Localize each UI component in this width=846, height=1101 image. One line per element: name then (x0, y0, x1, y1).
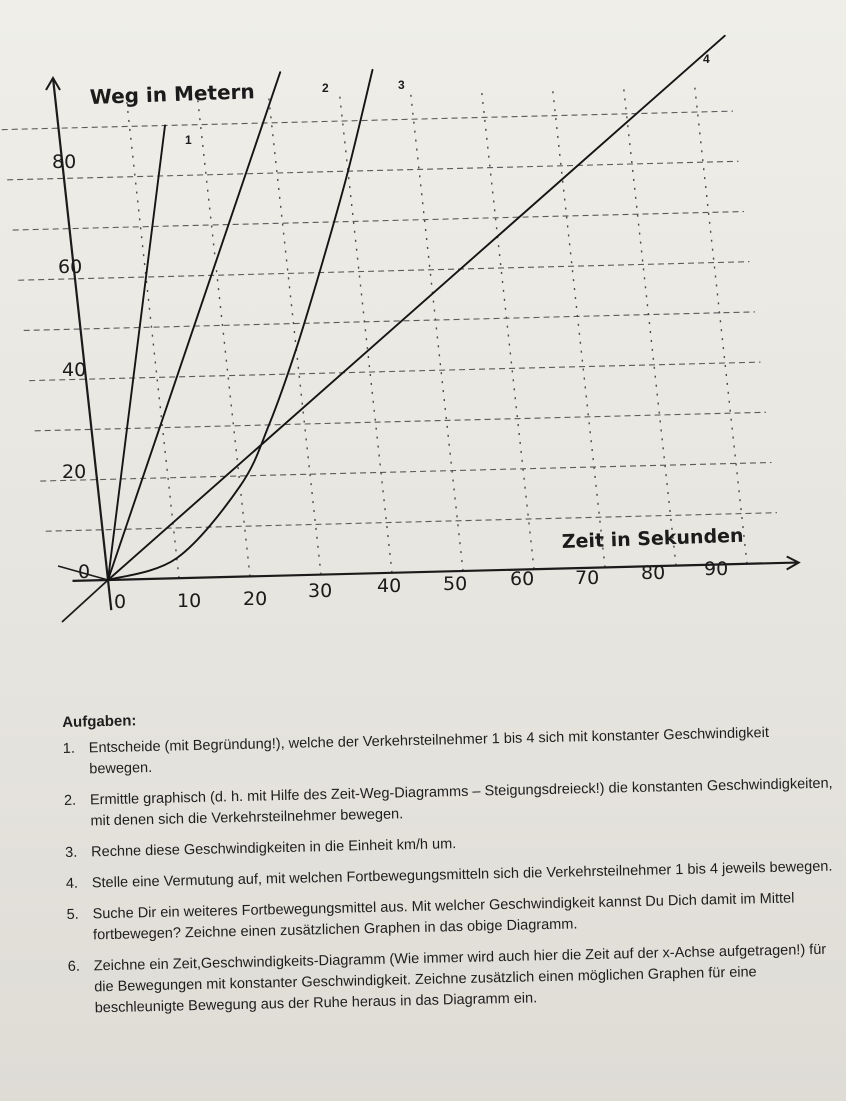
task-number: 1. (62, 740, 76, 757)
series-label: 4 (703, 52, 710, 66)
grid-line-horizontal (24, 312, 755, 331)
y-tick-label: 80 (52, 151, 77, 173)
grid-line-horizontal (35, 412, 766, 431)
task-item (66, 887, 837, 946)
grid-line-horizontal (18, 262, 749, 281)
x-tick-label: 20 (243, 588, 268, 610)
task-item (63, 722, 834, 781)
grid-line-vertical (624, 89, 676, 566)
task-number: 5. (66, 906, 79, 923)
series-label: 2 (322, 81, 329, 95)
task-item (64, 774, 835, 833)
grid-line-vertical (269, 98, 321, 575)
task-text: Zeichne ein Zeit,Geschwindigkeits-Diagramm (Wie immer wird auch hier die Zeit auf der x-Achse aufgetragen!) für die Bewegungen mit konstanter Geschwindigkeit. Zeichne zusätzlich einen möglichen Graphen für eine beschleunigte Bewegung aus der Ruhe heraus in das Diagramm ein. (93, 941, 827, 1017)
x-tick-label: 50 (443, 573, 468, 595)
y-axis-title: Weg in Metern (89, 79, 256, 109)
grid-line-vertical (695, 87, 747, 564)
task-text: Rechne diese Geschwindigkeiten in die Einheit km/h um. (91, 836, 457, 861)
task-list (63, 722, 839, 1020)
axis-tail (62, 580, 108, 622)
graph-lines (108, 36, 725, 580)
x-axis-title: Zeit in Sekunden (561, 524, 744, 553)
task-number: 3. (65, 844, 78, 861)
y-tick-label: 20 (62, 461, 87, 483)
task-number: 4. (65, 875, 79, 892)
grid-line-horizontal (40, 463, 771, 482)
task-text: Stelle eine Vermutung auf, mit welchen Fortbewegungsmitteln sich die Verkehrsteilnehmer 1 bis 4 jeweils bewegen. (91, 858, 833, 892)
grid-line-vertical (411, 94, 463, 571)
series-line-3 (108, 70, 373, 580)
series-line-1 (108, 126, 165, 581)
task-item (68, 939, 839, 1019)
x-tick-label: 10 (177, 590, 202, 612)
task-text: Entscheide (mit Begründung!), welche der Verkehrsteilnehmer 1 bis 4 sich mit konstanter Geschwindigkeit bewegen. (88, 724, 770, 778)
task-section (62, 695, 839, 1030)
series-label: 3 (398, 78, 405, 92)
x-tick-label: 90 (704, 558, 729, 580)
grid-line-horizontal (13, 212, 744, 231)
x-tick-label: 80 (641, 562, 666, 584)
y-tick-label: 40 (62, 359, 87, 381)
x-axis (73, 563, 797, 581)
grid-line-vertical (482, 92, 534, 569)
x-tick-label: 30 (308, 580, 333, 602)
grid-line-horizontal (7, 161, 738, 180)
grid-line-vertical (553, 91, 605, 568)
x-tick-label: 40 (377, 575, 402, 597)
task-heading: Aufgaben: (62, 712, 137, 731)
grid-line-vertical (198, 100, 250, 577)
grid-line-horizontal (2, 111, 733, 130)
y-tick-label: 0 (78, 561, 91, 583)
task-number: 6. (67, 958, 81, 975)
task-text: Ermittle graphisch (d. h. mit Hilfe des Zeit-Weg-Diagramms – Steigungsdreieck!) die konstanten Geschwindigkeiten, mit denen sich die Verkehrsteilnehmer bewegen. (89, 775, 833, 830)
task-number: 2. (63, 792, 77, 809)
grid-line-horizontal (29, 362, 760, 381)
x-tick-label: 70 (575, 567, 600, 589)
x-tick-label: 0 (114, 591, 127, 613)
task-text: Suche Dir ein weiteres Fortbewegungsmittel aus. Mit welcher Geschwindigkeit kannst Du Dich damit im Mittel fortbewegen? Zeichne einen zusätzlichen Graphen in das obige Diagramm. (92, 890, 795, 944)
grid-line-vertical (340, 96, 392, 573)
series-label: 1 (185, 133, 192, 147)
grid-line-vertical (127, 101, 179, 578)
y-tick-label: 60 (58, 256, 83, 278)
x-tick-label: 60 (510, 568, 535, 590)
